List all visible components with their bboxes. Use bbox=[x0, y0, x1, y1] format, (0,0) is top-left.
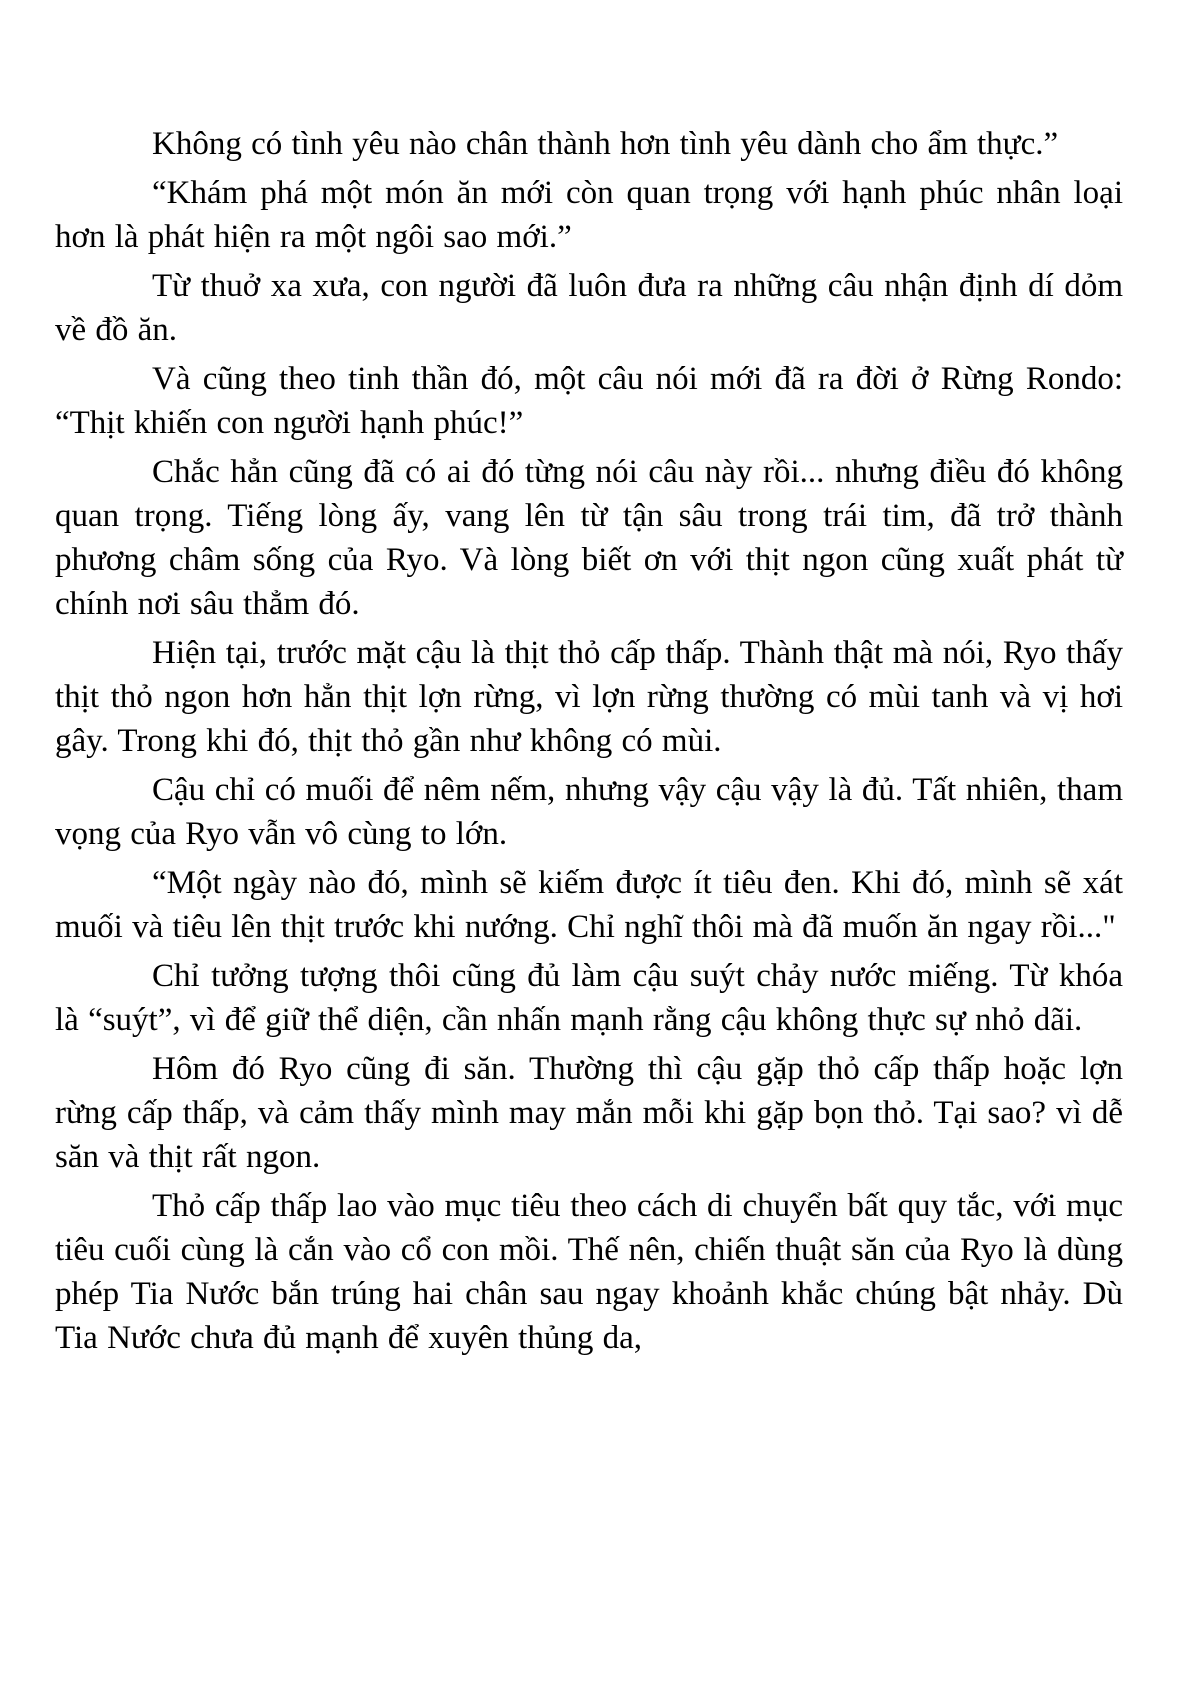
paragraph: “Một ngày nào đó, mình sẽ kiếm được ít tiêu đen. Khi đó, mình sẽ xát muối và tiêu lên thịt trước khi nướng. Chỉ nghĩ thôi mà đã muốn ăn ngay rồi..." bbox=[55, 865, 1123, 945]
text-column bbox=[55, 122, 1123, 1365]
paragraph: Chỉ tưởng tượng thôi cũng đủ làm cậu suýt chảy nước miếng. Từ khóa là “suýt”, vì để giữ thể diện, cần nhấn mạnh rằng cậu không thực sự nhỏ dãi. bbox=[55, 958, 1123, 1038]
paragraph: Hiện tại, trước mặt cậu là thịt thỏ cấp thấp. Thành thật mà nói, Ryo thấy thịt thỏ ngon hơn hẳn thịt lợn rừng, vì lợn rừng thường có mùi tanh và vị hơi gây. Trong khi đó, thịt thỏ gần như không có mùi. bbox=[55, 635, 1123, 759]
paragraph: “Khám phá một món ăn mới còn quan trọng với hạnh phúc nhân loại hơn là phát hiện ra một ngôi sao mới.” bbox=[55, 175, 1123, 255]
paragraph: Không có tình yêu nào chân thành hơn tình yêu dành cho ẩm thực.” bbox=[152, 126, 1059, 162]
paragraph: Từ thuở xa xưa, con người đã luôn đưa ra những câu nhận định dí dỏm về đồ ăn. bbox=[55, 268, 1123, 348]
paragraph: Chắc hẳn cũng đã có ai đó từng nói câu này rồi... nhưng điều đó không quan trọng. Tiếng lòng ấy, vang lên từ tận sâu trong trái tim, đã trở thành phương châm sống của Ryo. Và lòng biết ơn với thịt ngon cũng xuất phát từ chính nơi sâu thẳm đó. bbox=[55, 454, 1123, 622]
paragraph: Cậu chỉ có muối để nêm nếm, nhưng vậy cậu vậy là đủ. Tất nhiên, tham vọng của Ryo vẫn vô cùng to lớn. bbox=[55, 772, 1123, 852]
paragraph: Hôm đó Ryo cũng đi săn. Thường thì cậu gặp thỏ cấp thấp hoặc lợn rừng cấp thấp, và cảm thấy mình may mắn mỗi khi gặp bọn thỏ. Tại sao? vì dễ săn và thịt rất ngon. bbox=[55, 1051, 1123, 1175]
paragraph: Thỏ cấp thấp lao vào mục tiêu theo cách di chuyển bất quy tắc, với mục tiêu cuối cùng là cắn vào cổ con mồi. Thế nên, chiến thuật săn của Ryo là dùng phép Tia Nước bắn trúng hai chân sau ngay khoảnh khắc chúng bật nhảy. Dù Tia Nước chưa đủ mạnh để xuyên thủng da, bbox=[55, 1188, 1123, 1356]
paragraph: Và cũng theo tinh thần đó, một câu nói mới đã ra đời ở Rừng Rondo: “Thịt khiến con người hạnh phúc!” bbox=[55, 361, 1123, 441]
